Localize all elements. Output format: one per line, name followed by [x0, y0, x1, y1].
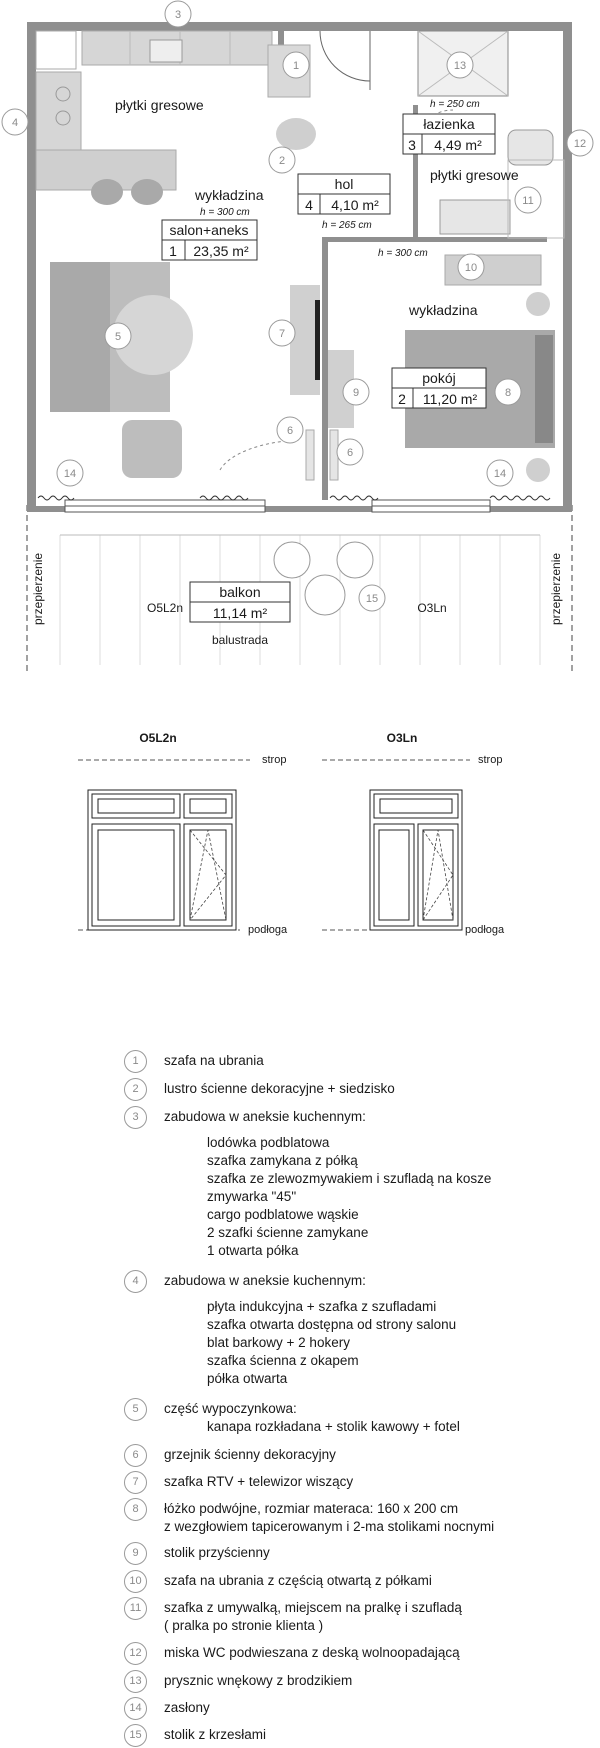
legend-sub: z wezgłowiem tapicerowanym i 2-ma stolikami nocnymi: [164, 1519, 495, 1534]
svg-text:13: 13: [453, 60, 467, 72]
svg-text:10: 10: [464, 262, 478, 274]
salon-name: salon+aneks: [169, 222, 249, 238]
svg-text:6: 6: [286, 425, 294, 437]
partition-label-right: przepierzenie: [549, 552, 563, 625]
balkon-area: 11,14 m²: [212, 605, 268, 621]
elevation-right-top: strop: [478, 754, 503, 766]
legend-number: 6: [124, 1444, 147, 1467]
svg-text:11: 11: [522, 195, 534, 207]
legend-sub: ( pralka po stronie klienta ): [164, 1618, 324, 1633]
nightstand: [526, 458, 550, 482]
legend-number: 9: [124, 1542, 147, 1565]
legend-number: 14: [124, 1697, 147, 1720]
pokoj-floor: wykładzina: [409, 302, 478, 318]
window-tag-right: O3Ln: [417, 601, 447, 615]
partition-label-left: przepierzenie: [31, 552, 45, 625]
elevation-left-bottom: podłoga: [248, 924, 288, 936]
svg-text:3: 3: [174, 9, 182, 21]
legend-title: część wypoczynkowa:: [164, 1401, 297, 1416]
svg-text:8: 8: [504, 387, 512, 399]
legend-sub: szafka zamykana z półką: [207, 1153, 358, 1168]
legend-sub: zmywarka "45": [207, 1189, 297, 1204]
lazienka-number: 3: [408, 137, 416, 153]
salon-area: 23,35 m²: [193, 243, 249, 259]
svg-text:5: 5: [114, 331, 122, 343]
curtains: [38, 496, 550, 500]
hol-number: 4: [305, 197, 313, 213]
legend-sub: lodówka podblatowa: [207, 1135, 330, 1150]
legend-title: stolik z krzesłami: [164, 1727, 267, 1742]
armchair: [122, 420, 182, 478]
legend-number: 11: [124, 1597, 147, 1620]
legend-title: miska WC podwieszana z deską wolnoopadającą: [164, 1645, 460, 1660]
lazienka-floor: płytki gresowe: [430, 167, 519, 183]
lazienka-name: łazienka: [423, 116, 475, 132]
pokoj-height: h = 300 cm: [378, 248, 428, 259]
legend-number: 13: [124, 1670, 147, 1693]
legend-number: 15: [124, 1724, 147, 1747]
legend-title: szafka z umywalką, miejscem na pralkę i szufladą: [164, 1600, 462, 1615]
svg-text:14: 14: [493, 468, 507, 480]
legend-number: 7: [124, 1471, 147, 1494]
legend-number: 8: [124, 1498, 147, 1521]
washbasin: [440, 200, 510, 234]
nightstand: [526, 292, 550, 316]
legend-title: zabudowa w aneksie kuchennym:: [164, 1273, 366, 1288]
elevation-right-title: O3Ln: [386, 731, 418, 745]
legend-number: 4: [124, 1270, 147, 1293]
legend-title: szafka RTV + telewizor wiszący: [164, 1474, 354, 1489]
legend-sub: szafka otwarta dostępna od strony salonu: [207, 1317, 457, 1332]
floor-plan: [0, 0, 600, 680]
stool: [91, 179, 123, 205]
legend-sub: płyta indukcyjna + szafka z szufladami: [207, 1299, 437, 1314]
legend-sub: cargo podblatowe wąskie: [207, 1207, 359, 1222]
svg-text:7: 7: [278, 328, 286, 340]
legend-title: zasłony: [164, 1700, 210, 1715]
svg-text:2: 2: [278, 155, 286, 167]
legend-sub: blat barkowy + 2 hokery: [207, 1335, 350, 1350]
svg-text:1: 1: [292, 60, 300, 72]
pokoj-area: 11,20 m²: [422, 391, 478, 407]
legend-sub: 1 otwarta półka: [207, 1243, 299, 1258]
mirror-seat: [276, 118, 316, 150]
stool: [131, 179, 163, 205]
balkon-name: balkon: [219, 584, 261, 600]
legend-number: 12: [124, 1642, 147, 1665]
legend-title: lustro ścienne dekoracyjne + siedzisko: [164, 1081, 395, 1096]
salon-number: 1: [169, 243, 177, 259]
pokoj-number: 2: [398, 391, 406, 407]
legend-number: 1: [124, 1050, 147, 1073]
svg-text:9: 9: [352, 387, 360, 399]
svg-text:14: 14: [63, 468, 77, 480]
window-tag-left: O5L2n: [146, 601, 184, 615]
legend-title: szafa na ubrania: [164, 1053, 264, 1068]
legend-sub: kanapa rozkładana + stolik kawowy + fotel: [207, 1419, 460, 1434]
legend-number: 10: [124, 1570, 147, 1593]
legend-title: szafa na ubrania z częścią otwartą z półkami: [164, 1573, 432, 1588]
legend-number: 3: [124, 1106, 147, 1129]
window-elevations: [0, 720, 600, 950]
legend-sub: półka otwarta: [207, 1371, 288, 1386]
salon-floor-label: wykładzina: [195, 187, 264, 203]
hol-name: hol: [334, 176, 354, 192]
hol-area: 4,10 m²: [331, 197, 379, 213]
pokoj-name: pokój: [422, 370, 456, 386]
elevation-left-top: strop: [262, 754, 287, 766]
hol-height: h = 265 cm: [322, 220, 372, 231]
legend-title: zabudowa w aneksie kuchennym:: [164, 1109, 366, 1124]
kitchen-floor-label: płytki gresowe: [115, 97, 204, 113]
legend-sub: szafka ścienna z okapem: [207, 1353, 359, 1368]
elevation-left-title: O5L2n: [139, 731, 177, 745]
svg-text:4: 4: [11, 117, 19, 129]
svg-text:12: 12: [573, 138, 587, 150]
salon-height: h = 300 cm: [200, 207, 250, 218]
tv-cabinet: [290, 285, 320, 395]
legend-number: 2: [124, 1078, 147, 1101]
legend-title: grzejnik ścienny dekoracyjny: [164, 1447, 336, 1462]
lazienka-height: h = 250 cm: [430, 99, 480, 110]
entrance-door: [320, 31, 370, 90]
balustrade-label: balustrada: [211, 633, 269, 647]
legend-title: prysznic wnękowy z brodzikiem: [164, 1673, 353, 1688]
radiator: [330, 430, 338, 480]
elevation-right-bottom: podłoga: [465, 924, 505, 936]
window-o3ln: [370, 790, 462, 930]
legend-title: łóżko podwójne, rozmiar materaca: 160 x 200 cm: [164, 1501, 459, 1516]
legend-sub: szafka ze zlewozmywakiem i szufladą na kosze: [207, 1171, 492, 1186]
legend-sub: 2 szafki ścienne zamykane: [207, 1225, 369, 1240]
radiator: [306, 430, 314, 480]
sliding-door: [220, 440, 300, 470]
svg-text:6: 6: [346, 447, 354, 459]
legend-number: 5: [124, 1398, 147, 1421]
lazienka-area: 4,49 m²: [434, 137, 482, 153]
svg-text:15: 15: [365, 593, 379, 605]
legend-title: stolik przyścienny: [164, 1545, 270, 1560]
